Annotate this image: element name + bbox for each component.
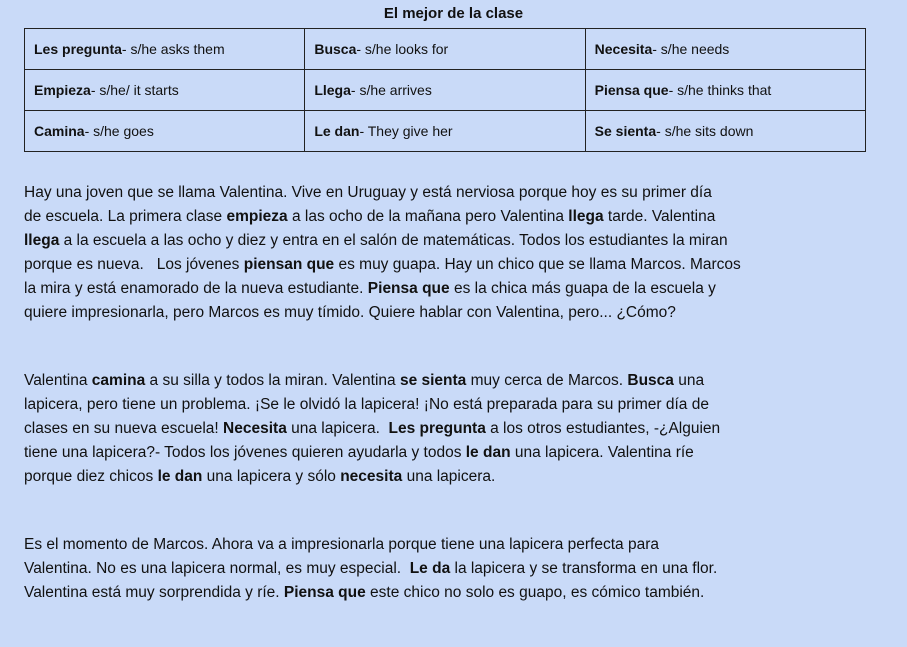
- text-segment: a la escuela a las ocho y diez y entra en el salón de matemáticas. Todos los estudiantes la miran: [59, 232, 728, 249]
- vocab-term: Les pregunta: [34, 41, 122, 57]
- vocab-highlight: Les pregunta: [388, 420, 486, 437]
- vocab-term: Piensa que: [594, 82, 669, 98]
- vocab-highlight: camina: [91, 372, 146, 389]
- text-segment: Hay una joven que se llama Valentina. Vive en Uruguay y está nerviosa porque hoy es su primer día: [24, 184, 712, 201]
- vocab-cell: [25, 29, 305, 70]
- vocab-cell: [25, 70, 305, 111]
- vocab-term: Le dan: [314, 123, 360, 139]
- vocab-definition: - s/he looks for: [356, 41, 449, 57]
- text-segment: porque diez chicos: [24, 468, 158, 485]
- text-line: [24, 581, 894, 605]
- vocab-cell: [305, 111, 585, 152]
- text-segment: Es el momento de Marcos. Ahora va a impresionarla porque tiene una lapicera perfecta para: [24, 536, 659, 553]
- text-segment: muy cerca de Marcos.: [466, 372, 628, 389]
- text-line: [24, 393, 894, 417]
- text-line: [24, 441, 894, 465]
- vocab-row: [25, 29, 866, 70]
- vocab-definition: - They give her: [359, 123, 453, 139]
- vocab-definition: - s/he needs: [652, 41, 730, 57]
- text-segment: Valentina: [24, 372, 92, 389]
- text-line: [24, 181, 894, 205]
- text-segment: una lapicera.: [402, 468, 496, 485]
- text-segment: quiere impresionarla, pero Marcos es muy tímido. Quiere hablar con Valentina, pero... ¿Cómo?: [24, 304, 676, 321]
- vocab-definition: - s/he asks them: [121, 41, 225, 57]
- vocab-definition: - s/he/ it starts: [90, 82, 179, 98]
- vocab-term: Busca: [314, 41, 357, 57]
- text-line: [24, 533, 894, 557]
- text-segment: tarde. Valentina: [603, 208, 716, 225]
- story-paragraph: [24, 533, 894, 605]
- text-line: [24, 229, 894, 253]
- vocab-term: Se sienta: [594, 123, 657, 139]
- vocab-term: Necesita: [594, 41, 653, 57]
- text-line: [24, 205, 894, 229]
- vocab-highlight: Piensa que: [283, 584, 366, 601]
- text-segment: una lapicera. Valentina ríe: [510, 444, 694, 461]
- page-title: El mejor de la clase: [383, 5, 524, 22]
- vocab-cell: [25, 111, 305, 152]
- text-segment: lapicera, pero tiene un problema. ¡Se le olvidó la lapicera! ¡No está preparada para su primer día de: [24, 396, 709, 413]
- vocabulary-table: [24, 28, 866, 152]
- vocab-cell: [305, 29, 585, 70]
- vocab-highlight: empieza: [226, 208, 288, 225]
- vocab-definition: - s/he arrives: [350, 82, 432, 98]
- text-segment: este chico no solo es guapo, es cómico también.: [365, 584, 705, 601]
- vocab-highlight: llega: [24, 232, 60, 249]
- vocab-definition: - s/he goes: [84, 123, 154, 139]
- text-segment: a su silla y todos la miran. Valentina: [145, 372, 400, 389]
- text-line: [24, 557, 894, 581]
- vocab-definition: - s/he sits down: [656, 123, 754, 139]
- text-line: [24, 417, 894, 441]
- text-segment: es la chica más guapa de la escuela y: [449, 280, 716, 297]
- vocab-cell: [305, 70, 585, 111]
- text-line: [24, 465, 894, 489]
- text-segment: la lapicera y se transforma en una flor.: [450, 560, 718, 577]
- vocab-highlight: se sienta: [399, 372, 467, 389]
- story-paragraph: [24, 369, 894, 489]
- text-line: [24, 253, 894, 277]
- vocab-highlight: Necesita: [223, 420, 287, 437]
- vocab-cell: [585, 70, 865, 111]
- text-segment: a las ocho de la mañana pero Valentina: [287, 208, 569, 225]
- story-paragraph: [24, 181, 894, 325]
- text-segment: porque es nueva. Los jóvenes: [24, 256, 244, 273]
- vocab-highlight: le dan: [465, 444, 511, 461]
- vocab-highlight: piensan que: [243, 256, 335, 273]
- vocab-highlight: llega: [568, 208, 604, 225]
- vocab-row: [25, 70, 866, 111]
- text-line: [24, 369, 894, 393]
- text-segment: es muy guapa. Hay un chico que se llama Marcos. Marcos: [334, 256, 741, 273]
- text-segment: una: [673, 372, 705, 389]
- text-segment: la mira y está enamorado de la nueva estudiante.: [24, 280, 368, 297]
- text-line: [24, 277, 894, 301]
- vocab-cell: [585, 29, 865, 70]
- text-segment: Valentina está muy sorprendida y ríe.: [24, 584, 284, 601]
- vocab-highlight: Piensa que: [367, 280, 450, 297]
- vocab-row: [25, 111, 866, 152]
- text-segment: una lapicera.: [286, 420, 389, 437]
- text-segment: tiene una lapicera?- Todos los jóvenes quieren ayudarla y todos: [24, 444, 466, 461]
- vocab-term: Empieza: [34, 82, 91, 98]
- text-segment: a los otros estudiantes, -¿Alguien: [485, 420, 721, 437]
- vocab-term: Llega: [314, 82, 351, 98]
- vocab-term: Camina: [34, 123, 85, 139]
- vocab-highlight: Busca: [627, 372, 674, 389]
- text-segment: una lapicera y sólo: [202, 468, 341, 485]
- vocab-highlight: le dan: [157, 468, 203, 485]
- text-segment: de escuela. La primera clase: [24, 208, 227, 225]
- vocab-highlight: necesita: [340, 468, 403, 485]
- text-segment: Valentina. No es una lapicera normal, es muy especial.: [24, 560, 410, 577]
- text-line: [24, 301, 894, 325]
- vocab-definition: - s/he thinks that: [668, 82, 772, 98]
- text-segment: clases en su nueva escuela!: [24, 420, 224, 437]
- vocab-cell: [585, 111, 865, 152]
- vocab-highlight: Le da: [409, 560, 451, 577]
